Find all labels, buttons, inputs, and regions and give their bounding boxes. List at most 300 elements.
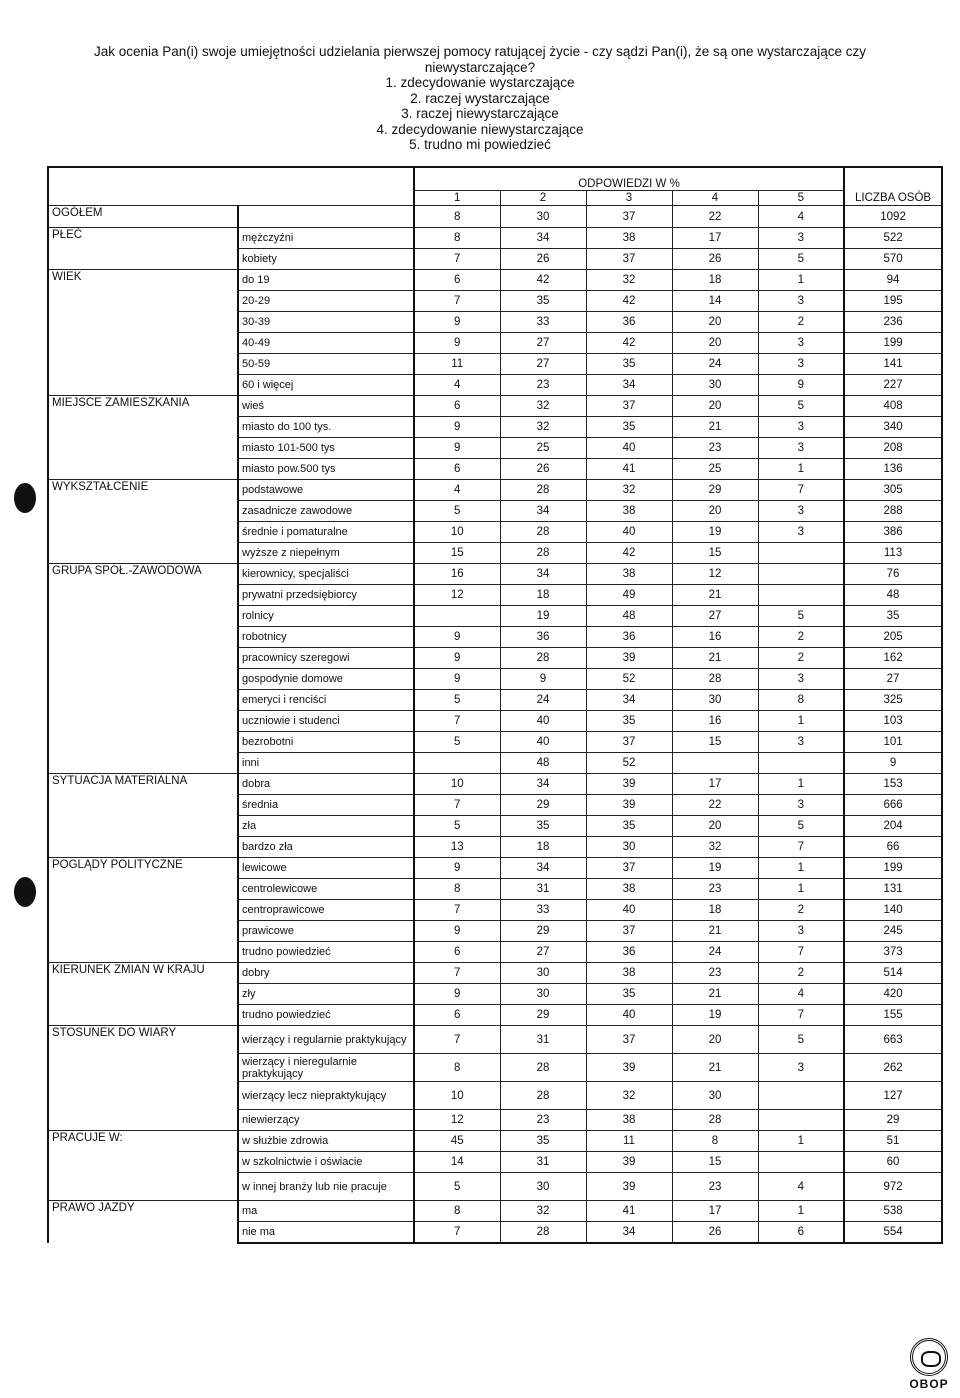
percent-cell-answer-2: 35 xyxy=(500,816,586,837)
percent-cell-answer-1: 9 xyxy=(414,333,500,354)
subgroup-label: dobry xyxy=(238,963,414,984)
results-table xyxy=(47,166,943,1244)
percent-cell-answer-2: 35 xyxy=(500,291,586,312)
percent-cell-answer-3: 52 xyxy=(586,753,672,774)
percent-cell-answer-5: 3 xyxy=(758,921,844,942)
percent-cell-answer-3: 32 xyxy=(586,270,672,291)
percent-cell-answer-3: 35 xyxy=(586,417,672,438)
percent-cell-answer-4: 19 xyxy=(672,522,758,543)
table-row xyxy=(48,396,942,417)
percent-cell-answer-2: 29 xyxy=(500,1005,586,1026)
count-cell: 29 xyxy=(844,1110,942,1131)
percent-cell-answer-5: 5 xyxy=(758,1026,844,1054)
percent-cell-answer-5: 4 xyxy=(758,206,844,228)
subgroup-label: do 19 xyxy=(238,270,414,291)
percent-cell-answer-5: 3 xyxy=(758,732,844,753)
table-row xyxy=(48,858,942,879)
subgroup-label: średnie i pomaturalne xyxy=(238,522,414,543)
count-cell: 538 xyxy=(844,1201,942,1222)
count-cell: 60 xyxy=(844,1152,942,1173)
percent-cell-answer-5 xyxy=(758,543,844,564)
count-cell: 514 xyxy=(844,963,942,984)
percent-cell-answer-3: 41 xyxy=(586,459,672,480)
percent-cell-answer-1: 7 xyxy=(414,711,500,732)
percent-cell-answer-3: 38 xyxy=(586,564,672,585)
table-row xyxy=(48,480,942,501)
percent-cell-answer-5: 5 xyxy=(758,249,844,270)
subgroup-label: ma xyxy=(238,1201,414,1222)
percent-cell-answer-4: 29 xyxy=(672,480,758,501)
percent-cell-answer-3: 35 xyxy=(586,816,672,837)
percent-cell-answer-2: 35 xyxy=(500,1131,586,1152)
percent-cell-answer-2: 30 xyxy=(500,1173,586,1201)
percent-cell-answer-4: 17 xyxy=(672,774,758,795)
count-cell: 141 xyxy=(844,354,942,375)
percent-cell-answer-3: 32 xyxy=(586,1082,672,1110)
percent-cell-answer-4: 30 xyxy=(672,690,758,711)
group-label: GRUPA SPOŁ.-ZAWODOWA xyxy=(48,564,238,774)
percent-cell-answer-1: 6 xyxy=(414,942,500,963)
percent-cell-answer-1 xyxy=(414,606,500,627)
question-header xyxy=(40,44,920,153)
subgroup-label: rolnicy xyxy=(238,606,414,627)
subgroup-label: zasadnicze zawodowe xyxy=(238,501,414,522)
percent-cell-answer-4: 28 xyxy=(672,669,758,690)
answer-option-5: 5. trudno mi powiedzieć xyxy=(409,137,551,152)
count-cell: 305 xyxy=(844,480,942,501)
percent-cell-answer-5 xyxy=(758,1082,844,1110)
percent-cell-answer-5: 3 xyxy=(758,795,844,816)
percent-cell-answer-5: 1 xyxy=(758,774,844,795)
subgroup-label: dobra xyxy=(238,774,414,795)
percent-cell-answer-3: 38 xyxy=(586,228,672,249)
percent-cell-answer-1: 5 xyxy=(414,690,500,711)
subgroup-label: zły xyxy=(238,984,414,1005)
count-cell: 386 xyxy=(844,522,942,543)
count-cell: 153 xyxy=(844,774,942,795)
percent-cell-answer-5: 3 xyxy=(758,417,844,438)
percent-cell-answer-5: 5 xyxy=(758,606,844,627)
percent-cell-answer-1: 5 xyxy=(414,1173,500,1201)
percent-cell-answer-4: 21 xyxy=(672,648,758,669)
percent-cell-answer-2: 33 xyxy=(500,312,586,333)
percent-cell-answer-1: 12 xyxy=(414,1110,500,1131)
percent-cell-answer-4: 17 xyxy=(672,228,758,249)
percent-cell-answer-1: 8 xyxy=(414,879,500,900)
percent-cell-answer-1: 7 xyxy=(414,963,500,984)
percent-cell-answer-1: 5 xyxy=(414,732,500,753)
percent-cell-answer-2: 27 xyxy=(500,942,586,963)
percent-cell-answer-2: 24 xyxy=(500,690,586,711)
percent-cell-answer-2: 32 xyxy=(500,396,586,417)
percent-cell-answer-5: 3 xyxy=(758,228,844,249)
percent-cell-answer-1: 7 xyxy=(414,795,500,816)
subgroup-label: wierzący i regularnie praktykujący xyxy=(238,1026,414,1054)
table-row xyxy=(48,270,942,291)
group-label: POGLĄDY POLITYCZNE xyxy=(48,858,238,963)
subgroup-label: 60 i więcej xyxy=(238,375,414,396)
percent-cell-answer-1: 9 xyxy=(414,648,500,669)
count-cell: 131 xyxy=(844,879,942,900)
subgroup-label: bardzo zła xyxy=(238,837,414,858)
percent-cell-answer-3: 38 xyxy=(586,1110,672,1131)
percent-cell-answer-3: 52 xyxy=(586,669,672,690)
count-cell: 155 xyxy=(844,1005,942,1026)
subgroup-label: miasto pow.500 tys xyxy=(238,459,414,480)
percent-cell-answer-3: 34 xyxy=(586,690,672,711)
percent-cell-answer-2: 30 xyxy=(500,984,586,1005)
percent-cell-answer-1: 6 xyxy=(414,396,500,417)
percent-cell-answer-1: 7 xyxy=(414,249,500,270)
percent-cell-answer-2: 32 xyxy=(500,1201,586,1222)
percent-cell-answer-1: 8 xyxy=(414,1201,500,1222)
answer-column-2: 2 xyxy=(500,191,586,206)
count-cell: 51 xyxy=(844,1131,942,1152)
percent-cell-answer-3: 32 xyxy=(586,480,672,501)
table-body xyxy=(48,206,942,1244)
percent-cell-answer-2: 40 xyxy=(500,711,586,732)
percent-cell-answer-4: 20 xyxy=(672,312,758,333)
percent-cell-answer-4: 30 xyxy=(672,375,758,396)
percent-cell-answer-2: 42 xyxy=(500,270,586,291)
percent-cell-answer-1: 9 xyxy=(414,417,500,438)
percent-cell-answer-1: 6 xyxy=(414,270,500,291)
subgroup-label: uczniowie i studenci xyxy=(238,711,414,732)
percent-cell-answer-5: 7 xyxy=(758,837,844,858)
subgroup-label: lewicowe xyxy=(238,858,414,879)
percent-cell-answer-1: 9 xyxy=(414,669,500,690)
subgroup-label: inni xyxy=(238,753,414,774)
count-cell: 94 xyxy=(844,270,942,291)
percent-cell-answer-3: 38 xyxy=(586,963,672,984)
count-cell: 1092 xyxy=(844,206,942,228)
logo-text: OBOP xyxy=(909,1377,949,1391)
percent-cell-answer-5: 2 xyxy=(758,312,844,333)
count-cell: 76 xyxy=(844,564,942,585)
table-row xyxy=(48,1131,942,1152)
percent-cell-answer-1: 4 xyxy=(414,375,500,396)
percent-cell-answer-1: 8 xyxy=(414,206,500,228)
table-header-row-1 xyxy=(48,167,942,191)
count-cell: 113 xyxy=(844,543,942,564)
count-cell: 66 xyxy=(844,837,942,858)
punch-hole-mark xyxy=(14,483,36,513)
percent-cell-answer-2: 29 xyxy=(500,921,586,942)
percent-cell-answer-1: 10 xyxy=(414,774,500,795)
percent-cell-answer-3: 38 xyxy=(586,879,672,900)
punch-hole-mark xyxy=(14,877,36,907)
count-cell: 522 xyxy=(844,228,942,249)
percent-cell-answer-3: 35 xyxy=(586,984,672,1005)
subgroup-label: pracownicy szeregowi xyxy=(238,648,414,669)
count-cell: 199 xyxy=(844,333,942,354)
percent-cell-answer-3: 30 xyxy=(586,837,672,858)
percent-cell-answer-4: 21 xyxy=(672,417,758,438)
percent-cell-answer-3: 34 xyxy=(586,1222,672,1244)
percent-cell-answer-2: 26 xyxy=(500,249,586,270)
percent-cell-answer-5: 4 xyxy=(758,984,844,1005)
percent-cell-answer-3: 40 xyxy=(586,1005,672,1026)
percent-cell-answer-5: 2 xyxy=(758,648,844,669)
count-cell: 554 xyxy=(844,1222,942,1244)
percent-cell-answer-3: 34 xyxy=(586,375,672,396)
percent-cell-answer-2: 34 xyxy=(500,501,586,522)
answer-option-1: 1. zdecydowanie wystarczające xyxy=(385,75,575,90)
percent-cell-answer-3: 48 xyxy=(586,606,672,627)
table-row xyxy=(48,228,942,249)
percent-cell-answer-3: 39 xyxy=(586,795,672,816)
percent-cell-answer-3: 38 xyxy=(586,501,672,522)
subgroup-label: prywatni przedsiębiorcy xyxy=(238,585,414,606)
percent-cell-answer-3: 42 xyxy=(586,543,672,564)
percent-cell-answer-3: 39 xyxy=(586,774,672,795)
percent-cell-answer-1: 7 xyxy=(414,900,500,921)
percent-cell-answer-5: 3 xyxy=(758,669,844,690)
percent-cell-answer-4: 23 xyxy=(672,879,758,900)
percent-cell-answer-2: 27 xyxy=(500,333,586,354)
percent-cell-answer-1: 9 xyxy=(414,984,500,1005)
percent-cell-answer-3: 49 xyxy=(586,585,672,606)
subgroup-label: wyższe z niepełnym xyxy=(238,543,414,564)
percent-cell-answer-5: 3 xyxy=(758,333,844,354)
percent-cell-answer-5: 3 xyxy=(758,501,844,522)
subgroup-label: średnia xyxy=(238,795,414,816)
percent-cell-answer-4: 12 xyxy=(672,564,758,585)
percent-cell-answer-1: 5 xyxy=(414,816,500,837)
percent-cell-answer-2: 48 xyxy=(500,753,586,774)
answer-option-3: 3. raczej niewystarczające xyxy=(401,106,559,121)
count-cell: 227 xyxy=(844,375,942,396)
group-label: PŁEĆ xyxy=(48,228,238,270)
subgroup-label: w szkolnictwie i oświacie xyxy=(238,1152,414,1173)
table-row xyxy=(48,774,942,795)
percent-cell-answer-4: 15 xyxy=(672,543,758,564)
subgroup-label: mężczyźni xyxy=(238,228,414,249)
percent-cell-answer-5: 1 xyxy=(758,459,844,480)
percent-cell-answer-4: 20 xyxy=(672,501,758,522)
percent-cell-answer-3: 37 xyxy=(586,732,672,753)
percent-cell-answer-4: 24 xyxy=(672,942,758,963)
percent-cell-answer-3: 40 xyxy=(586,900,672,921)
count-cell: 340 xyxy=(844,417,942,438)
group-label: SYTUACJA MATERIALNA xyxy=(48,774,238,858)
count-cell: 195 xyxy=(844,291,942,312)
percent-cell-answer-2: 18 xyxy=(500,837,586,858)
percent-cell-answer-3: 37 xyxy=(586,206,672,228)
count-cell: 162 xyxy=(844,648,942,669)
percent-cell-answer-4: 15 xyxy=(672,1152,758,1173)
percent-cell-answer-2: 23 xyxy=(500,375,586,396)
percent-cell-answer-2: 34 xyxy=(500,564,586,585)
count-cell: 140 xyxy=(844,900,942,921)
group-label: PRAWO JAZDY xyxy=(48,1201,238,1244)
count-cell: 35 xyxy=(844,606,942,627)
percent-cell-answer-2: 27 xyxy=(500,354,586,375)
answer-column-5: 5 xyxy=(758,191,844,206)
percent-cell-answer-5: 3 xyxy=(758,1054,844,1082)
percent-cell-answer-4: 20 xyxy=(672,333,758,354)
percent-cell-answer-2: 25 xyxy=(500,438,586,459)
percent-cell-answer-1: 15 xyxy=(414,543,500,564)
percent-cell-answer-4: 32 xyxy=(672,837,758,858)
percent-cell-answer-3: 37 xyxy=(586,396,672,417)
percent-cell-answer-4 xyxy=(672,753,758,774)
percent-cell-answer-5: 8 xyxy=(758,690,844,711)
subgroup-label: w innej branży lub nie pracuje xyxy=(238,1173,414,1201)
percent-cell-answer-1 xyxy=(414,753,500,774)
subgroup-label: nie ma xyxy=(238,1222,414,1244)
percent-cell-answer-5: 3 xyxy=(758,354,844,375)
percent-cell-answer-4: 20 xyxy=(672,1026,758,1054)
percent-cell-answer-4: 18 xyxy=(672,900,758,921)
count-cell: 204 xyxy=(844,816,942,837)
percent-cell-answer-4: 30 xyxy=(672,1082,758,1110)
percent-cell-answer-3: 37 xyxy=(586,249,672,270)
subgroup-label: prawicowe xyxy=(238,921,414,942)
question-text-line-1: Jak ocenia Pan(i) swoje umiejętności udzielania pierwszej pomocy ratującej życie - czy sądzi Pan(i), że są one wystarczające czy xyxy=(93,44,867,59)
subgroup-label: miasto do 100 tys. xyxy=(238,417,414,438)
percent-cell-answer-1: 9 xyxy=(414,921,500,942)
percent-cell-answer-1: 7 xyxy=(414,1026,500,1054)
group-label: KIERUNEK ZMIAN W KRAJU xyxy=(48,963,238,1026)
percent-cell-answer-3: 42 xyxy=(586,291,672,312)
percent-cell-answer-4: 21 xyxy=(672,984,758,1005)
percent-cell-answer-5 xyxy=(758,1110,844,1131)
percent-cell-answer-2: 26 xyxy=(500,459,586,480)
subgroup-label: robotnicy xyxy=(238,627,414,648)
subgroup-label: kobiety xyxy=(238,249,414,270)
percent-cell-answer-4: 25 xyxy=(672,459,758,480)
table-row xyxy=(48,1201,942,1222)
percent-cell-answer-5: 6 xyxy=(758,1222,844,1244)
subgroup-label: trudno powiedzieć xyxy=(238,942,414,963)
subgroup-label: wieś xyxy=(238,396,414,417)
count-cell: 325 xyxy=(844,690,942,711)
percent-cell-answer-3: 37 xyxy=(586,921,672,942)
group-label: STOSUNEK DO WIARY xyxy=(48,1026,238,1131)
subgroup-label: bezrobotni xyxy=(238,732,414,753)
percent-cell-answer-4: 16 xyxy=(672,711,758,732)
count-cell: 208 xyxy=(844,438,942,459)
percent-cell-answer-5: 7 xyxy=(758,480,844,501)
percent-cell-answer-4: 28 xyxy=(672,1110,758,1131)
table-row xyxy=(48,206,942,228)
percent-cell-answer-1: 11 xyxy=(414,354,500,375)
percent-cell-answer-4: 20 xyxy=(672,816,758,837)
percent-cell-answer-4: 21 xyxy=(672,585,758,606)
percent-cell-answer-3: 40 xyxy=(586,438,672,459)
subgroup-label: miasto 101-500 tys xyxy=(238,438,414,459)
count-cell: 136 xyxy=(844,459,942,480)
group-label: PRACUJE W: xyxy=(48,1131,238,1201)
percent-cell-answer-1: 8 xyxy=(414,1054,500,1082)
count-header: LICZBA OSÓB xyxy=(844,167,942,206)
count-cell: 373 xyxy=(844,942,942,963)
percent-cell-answer-4: 22 xyxy=(672,795,758,816)
percent-cell-answer-2: 31 xyxy=(500,1152,586,1173)
percent-cell-answer-5: 1 xyxy=(758,270,844,291)
percent-cell-answer-1: 10 xyxy=(414,522,500,543)
count-cell: 127 xyxy=(844,1082,942,1110)
count-cell: 205 xyxy=(844,627,942,648)
percent-cell-answer-4: 19 xyxy=(672,858,758,879)
subgroup-label: 20-29 xyxy=(238,291,414,312)
percent-cell-answer-5: 1 xyxy=(758,711,844,732)
percent-cell-answer-5: 9 xyxy=(758,375,844,396)
percent-cell-answer-4: 20 xyxy=(672,396,758,417)
group-label: OGÓŁEM xyxy=(48,206,238,228)
percent-cell-answer-1: 9 xyxy=(414,312,500,333)
percent-cell-answer-3: 36 xyxy=(586,627,672,648)
percent-cell-answer-3: 37 xyxy=(586,858,672,879)
percent-cell-answer-3: 39 xyxy=(586,1173,672,1201)
percent-cell-answer-3: 35 xyxy=(586,354,672,375)
subgroup-label: centroprawicowe xyxy=(238,900,414,921)
percent-cell-answer-2: 9 xyxy=(500,669,586,690)
answer-option-2: 2. raczej wystarczające xyxy=(410,90,550,106)
percent-cell-answer-2: 40 xyxy=(500,732,586,753)
percent-cell-answer-3: 11 xyxy=(586,1131,672,1152)
percent-cell-answer-5: 7 xyxy=(758,942,844,963)
percent-cell-answer-5: 1 xyxy=(758,1201,844,1222)
count-cell: 236 xyxy=(844,312,942,333)
percent-cell-answer-4: 16 xyxy=(672,627,758,648)
percent-cell-answer-2: 19 xyxy=(500,606,586,627)
percent-cell-answer-2: 28 xyxy=(500,543,586,564)
subgroup-label: 40-49 xyxy=(238,333,414,354)
subgroup-label: w służbie zdrowia xyxy=(238,1131,414,1152)
percent-cell-answer-2: 30 xyxy=(500,963,586,984)
percent-cell-answer-3: 36 xyxy=(586,942,672,963)
group-label: WYKSZTAŁCENIE xyxy=(48,480,238,564)
count-cell: 101 xyxy=(844,732,942,753)
obop-logo xyxy=(906,1338,952,1394)
percent-cell-answer-5: 7 xyxy=(758,1005,844,1026)
percent-cell-answer-5: 1 xyxy=(758,879,844,900)
subgroup-label: wierzący i nieregularnie praktykujący xyxy=(238,1054,414,1082)
percent-cell-answer-4: 19 xyxy=(672,1005,758,1026)
count-cell: 9 xyxy=(844,753,942,774)
percent-cell-answer-5 xyxy=(758,753,844,774)
percent-cell-answer-3: 39 xyxy=(586,1152,672,1173)
percent-cell-answer-5: 3 xyxy=(758,522,844,543)
count-cell: 103 xyxy=(844,711,942,732)
percent-cell-answer-3: 39 xyxy=(586,1054,672,1082)
percent-cell-answer-2: 28 xyxy=(500,1082,586,1110)
percent-cell-answer-2: 31 xyxy=(500,1026,586,1054)
count-cell: 27 xyxy=(844,669,942,690)
percent-cell-answer-2: 28 xyxy=(500,480,586,501)
percent-cell-answer-5: 5 xyxy=(758,396,844,417)
percent-cell-answer-2: 18 xyxy=(500,585,586,606)
percent-cell-answer-1: 12 xyxy=(414,585,500,606)
percent-cell-answer-4: 21 xyxy=(672,1054,758,1082)
count-cell: 972 xyxy=(844,1173,942,1201)
percent-cell-answer-2: 23 xyxy=(500,1110,586,1131)
percent-cell-answer-2: 32 xyxy=(500,417,586,438)
logo-mark-icon xyxy=(910,1338,948,1376)
percent-cell-answer-1: 8 xyxy=(414,228,500,249)
subgroup-label: gospodynie domowe xyxy=(238,669,414,690)
subgroup-label: emeryci i renciści xyxy=(238,690,414,711)
percent-cell-answer-4: 22 xyxy=(672,206,758,228)
count-cell: 663 xyxy=(844,1026,942,1054)
percent-cell-answer-4: 23 xyxy=(672,963,758,984)
percent-cell-answer-5: 1 xyxy=(758,858,844,879)
percent-cell-answer-1: 16 xyxy=(414,564,500,585)
percent-cell-answer-5: 3 xyxy=(758,291,844,312)
percent-cell-answer-1: 6 xyxy=(414,1005,500,1026)
